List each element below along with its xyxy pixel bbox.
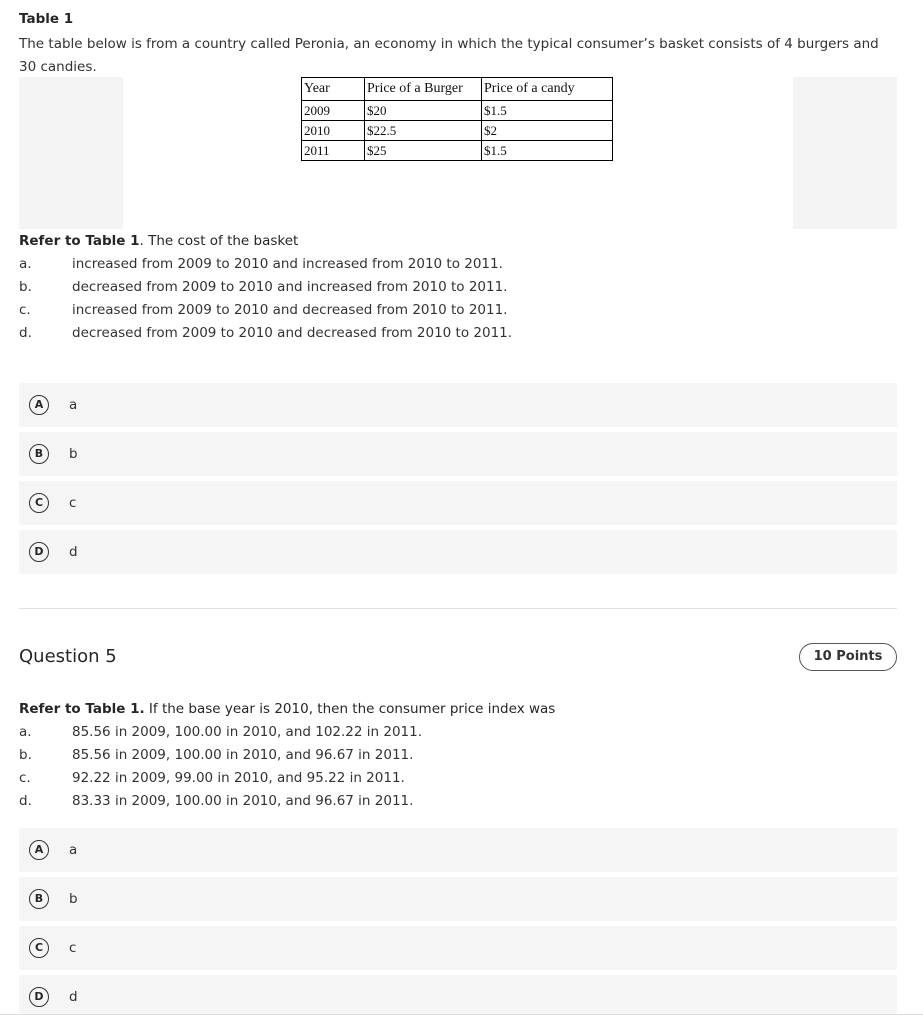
option-label: c: [69, 495, 77, 511]
choice-letter: a.: [19, 724, 32, 740]
option-label: b: [69, 446, 78, 462]
option-badge: B: [29, 889, 49, 909]
table-cell: $2: [482, 121, 613, 141]
option-badge: C: [29, 493, 49, 513]
choice-text: 85.56 in 2009, 100.00 in 2010, and 96.67 in 2011.: [72, 747, 414, 763]
answer-option-a[interactable]: [19, 383, 897, 427]
answer-option-b[interactable]: [19, 877, 897, 921]
image-placeholder-right: [793, 77, 897, 229]
option-label: b: [69, 891, 78, 907]
choice-text: 85.56 in 2009, 100.00 in 2010, and 102.22 in 2011.: [72, 724, 423, 740]
table-cell: $22.5: [365, 121, 482, 141]
option-label: d: [69, 989, 78, 1005]
section-divider: [19, 608, 897, 609]
image-placeholder-left: [19, 77, 123, 229]
choice-letter: d.: [19, 325, 32, 341]
option-badge: B: [29, 444, 49, 464]
answer-option-a[interactable]: [19, 828, 897, 872]
table-cell: 2011: [302, 141, 365, 161]
column-header-burger-price: Price of a Burger: [365, 78, 482, 101]
table1-description: The table below is from a country called Peronia, an economy in which the typical consumer’s basket consists of 4 burgers and 30 candies.: [19, 36, 879, 75]
question5-ref: Refer to Table 1.: [19, 701, 145, 717]
option-label: a: [69, 397, 78, 413]
points-badge: 10 Points: [799, 643, 897, 671]
table-cell: $20: [365, 101, 482, 121]
table-row: [302, 121, 613, 141]
option-badge: D: [29, 987, 49, 1007]
choice-text: increased from 2009 to 2010 and decreased from 2010 to 2011.: [72, 302, 508, 318]
table-cell: 2010: [302, 121, 365, 141]
question4-prompt: [19, 230, 298, 252]
question4-prompt-text: . The cost of the basket: [139, 233, 299, 249]
answer-option-d[interactable]: [19, 530, 897, 574]
answer-option-c[interactable]: [19, 481, 897, 525]
option-label: a: [69, 842, 78, 858]
choice-text: increased from 2009 to 2010 and increased from 2010 to 2011.: [72, 256, 503, 272]
choice-text: 83.33 in 2009, 100.00 in 2010, and 96.67 in 2011.: [72, 793, 414, 809]
table-cell: $25: [365, 141, 482, 161]
choice-letter: b.: [19, 747, 32, 763]
column-header-candy-price: Price of a candy: [482, 78, 613, 101]
column-header-year: Year: [302, 78, 365, 101]
table-cell: 2009: [302, 101, 365, 121]
option-badge: C: [29, 938, 49, 958]
option-badge: A: [29, 395, 49, 415]
question4-ref: Refer to Table 1: [19, 233, 140, 249]
choice-text: decreased from 2009 to 2010 and decreased from 2010 to 2011.: [72, 325, 513, 341]
question5-prompt-text: If the base year is 2010, then the consumer price index was: [144, 701, 556, 717]
answer-option-b[interactable]: [19, 432, 897, 476]
option-badge: A: [29, 840, 49, 860]
choice-letter: c.: [19, 302, 31, 318]
choice-letter: a.: [19, 256, 32, 272]
table-row: [302, 141, 613, 161]
choice-text: decreased from 2009 to 2010 and increased from 2010 to 2011.: [72, 279, 508, 295]
choice-letter: b.: [19, 279, 32, 295]
table1-heading: Table 1: [19, 11, 74, 27]
answer-option-d[interactable]: [19, 975, 897, 1014]
option-badge: D: [29, 542, 49, 562]
table-cell: $1.5: [482, 141, 613, 161]
price-table-header: [302, 78, 613, 101]
question5-title: Question 5: [19, 646, 117, 667]
bottom-border: [0, 1014, 923, 1015]
price-table: [301, 77, 613, 161]
table-cell: $1.5: [482, 101, 613, 121]
choice-letter: c.: [19, 770, 31, 786]
answer-option-c[interactable]: [19, 926, 897, 970]
table-row: [302, 101, 613, 121]
question5-prompt: [19, 698, 555, 720]
option-label: c: [69, 940, 77, 956]
choice-letter: d.: [19, 793, 32, 809]
option-label: d: [69, 544, 78, 560]
choice-text: 92.22 in 2009, 99.00 in 2010, and 95.22 in 2011.: [72, 770, 405, 786]
